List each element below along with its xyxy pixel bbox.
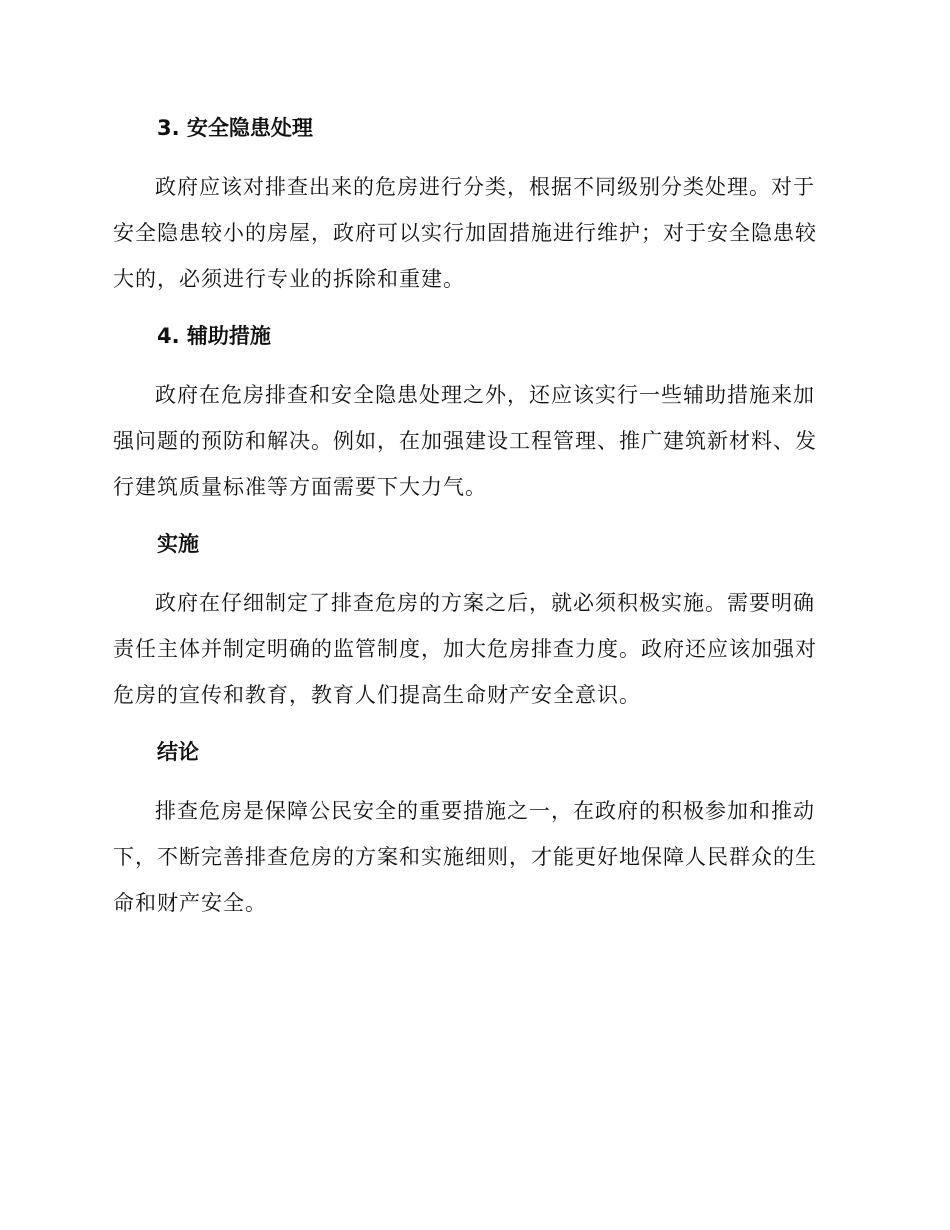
document-page (113, 112, 833, 944)
section-heading-safety-hazard: 3. 安全隐患处理 (157, 116, 313, 140)
section-paragraph-conclusion: 排查危房是保障公民安全的重要措施之一，在政府的积极参加和推动下，不断完善排查危房的方案和实施细则，才能更好地保障人民群众的生命和财产安全。 (113, 799, 817, 915)
section-paragraph-safety-hazard: 政府应该对排查出来的危房进行分类，根据不同级别分类处理。对于安全隐患较小的房屋，政府可以实行加固措施进行维护；对于安全隐患较大的，必须进行专业的拆除和重建。 (113, 175, 817, 291)
section-paragraph-implementation: 政府在仔细制定了排查危房的方案之后，就必须积极实施。需要明确责任主体并制定明确的监管制度，加大危房排查力度。政府还应该加强对危房的宣传和教育，教育人们提高生命财产安全意识。 (113, 591, 817, 707)
section-paragraph-auxiliary-measures: 政府在危房排查和安全隐患处理之外，还应该实行一些辅助措施来加强问题的预防和解决。例如，在加强建设工程管理、推广建筑新材料、发行建筑质量标准等方面需要下大力气。 (113, 383, 817, 499)
section-heading-conclusion: 结论 (157, 740, 199, 764)
section-heading-implementation: 实施 (157, 532, 199, 556)
section-heading-auxiliary-measures: 4. 辅助措施 (157, 324, 271, 348)
